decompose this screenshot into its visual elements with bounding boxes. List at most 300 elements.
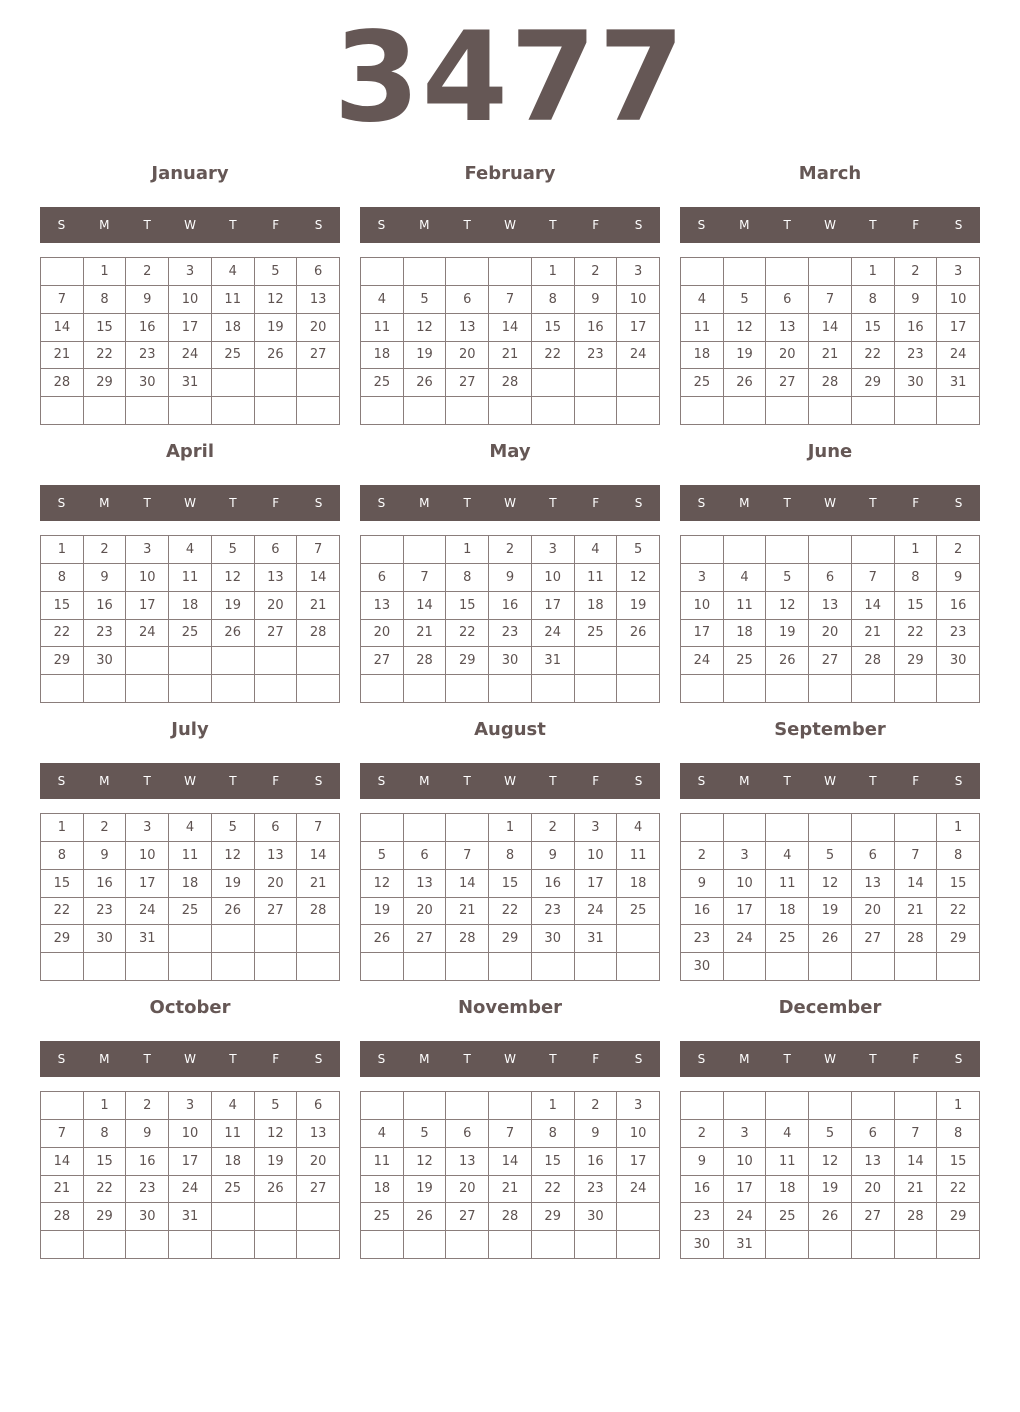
weekday-label: S [314, 218, 323, 232]
day-cell: 16 [681, 1176, 724, 1204]
day-cell: 16 [532, 870, 575, 898]
empty-cell [724, 953, 767, 981]
day-cell: 23 [84, 898, 127, 926]
weekday-label: F [272, 218, 280, 232]
day-cell: 4 [212, 258, 255, 286]
day-cell: 25 [212, 1176, 255, 1204]
day-cell: 16 [126, 1148, 169, 1176]
empty-cell [766, 536, 809, 564]
empty-cell [297, 1231, 340, 1259]
weekday-header [40, 763, 340, 799]
empty-cell [404, 675, 447, 703]
day-cell: 13 [446, 1148, 489, 1176]
day-cell: 3 [575, 814, 618, 842]
day-cell: 6 [852, 1120, 895, 1148]
weekday-label: W [824, 218, 836, 232]
day-cell: 19 [404, 1176, 447, 1204]
day-cell: 6 [446, 286, 489, 314]
empty-cell [724, 675, 767, 703]
empty-cell [84, 397, 127, 425]
day-grid [680, 1091, 980, 1259]
day-cell: 10 [126, 564, 169, 592]
day-cell: 7 [297, 536, 340, 564]
day-cell: 5 [809, 1120, 852, 1148]
weekday-label: W [824, 1052, 836, 1066]
day-cell: 5 [361, 842, 404, 870]
weekday-label: W [504, 774, 516, 788]
empty-cell [766, 953, 809, 981]
day-cell: 21 [297, 592, 340, 620]
empty-cell [766, 258, 809, 286]
day-cell: 7 [446, 842, 489, 870]
month-december [680, 994, 980, 1259]
day-cell: 29 [937, 925, 980, 953]
weekday-label: S [634, 496, 643, 510]
day-cell: 15 [937, 870, 980, 898]
empty-cell [852, 675, 895, 703]
weekday-label: S [377, 496, 386, 510]
day-cell: 26 [361, 925, 404, 953]
empty-cell [169, 1231, 212, 1259]
day-cell: 7 [297, 814, 340, 842]
day-cell: 25 [212, 342, 255, 370]
day-cell: 4 [361, 1120, 404, 1148]
empty-cell [852, 814, 895, 842]
empty-cell [895, 397, 938, 425]
day-cell: 27 [446, 1203, 489, 1231]
empty-cell [489, 953, 532, 981]
day-cell: 29 [895, 647, 938, 675]
day-cell: 28 [852, 647, 895, 675]
day-grid [360, 257, 660, 425]
day-cell: 23 [681, 1203, 724, 1231]
day-cell: 22 [41, 620, 84, 648]
empty-cell [937, 1231, 980, 1259]
day-cell: 15 [84, 1148, 127, 1176]
weekday-label: S [314, 774, 323, 788]
weekday-label: W [504, 496, 516, 510]
day-cell: 18 [575, 592, 618, 620]
day-cell: 12 [361, 870, 404, 898]
day-cell: 1 [532, 258, 575, 286]
empty-cell [126, 397, 169, 425]
day-cell: 23 [126, 342, 169, 370]
weekday-label: F [592, 1052, 600, 1066]
day-cell: 24 [169, 342, 212, 370]
weekday-label: F [272, 1052, 280, 1066]
day-cell: 1 [937, 814, 980, 842]
day-cell: 27 [297, 1176, 340, 1204]
day-cell: 4 [361, 286, 404, 314]
day-cell: 26 [809, 925, 852, 953]
day-cell: 9 [895, 286, 938, 314]
day-cell: 24 [126, 620, 169, 648]
weekday-label: T [229, 496, 237, 510]
day-cell: 12 [212, 842, 255, 870]
empty-cell [681, 258, 724, 286]
empty-cell [212, 675, 255, 703]
day-cell: 13 [852, 1148, 895, 1176]
day-grid [40, 1091, 340, 1259]
day-cell: 1 [84, 1092, 127, 1120]
weekday-label: T [463, 1052, 471, 1066]
day-cell: 17 [724, 898, 767, 926]
day-cell: 9 [126, 1120, 169, 1148]
day-cell: 17 [617, 1148, 660, 1176]
day-cell: 24 [169, 1176, 212, 1204]
day-cell: 11 [617, 842, 660, 870]
day-cell: 15 [937, 1148, 980, 1176]
day-cell: 2 [575, 1092, 618, 1120]
empty-cell [212, 397, 255, 425]
empty-cell [575, 953, 618, 981]
empty-cell [297, 953, 340, 981]
empty-cell [41, 1092, 84, 1120]
day-cell: 6 [255, 536, 298, 564]
weekday-label: S [634, 774, 643, 788]
day-cell: 4 [169, 536, 212, 564]
day-cell: 30 [532, 925, 575, 953]
day-cell: 7 [895, 1120, 938, 1148]
day-grid [40, 535, 340, 703]
day-cell: 28 [41, 369, 84, 397]
day-cell: 18 [169, 870, 212, 898]
day-cell: 13 [297, 1120, 340, 1148]
empty-cell [446, 397, 489, 425]
weekday-header [360, 207, 660, 243]
day-cell: 16 [937, 592, 980, 620]
day-cell: 28 [489, 1203, 532, 1231]
empty-cell [297, 369, 340, 397]
weekday-label: S [57, 1052, 66, 1066]
weekday-label: S [377, 218, 386, 232]
day-cell: 30 [126, 1203, 169, 1231]
weekday-label: T [143, 218, 151, 232]
day-cell: 24 [532, 620, 575, 648]
day-cell: 9 [575, 286, 618, 314]
weekday-label: T [869, 774, 877, 788]
empty-cell [126, 953, 169, 981]
empty-cell [255, 647, 298, 675]
day-cell: 16 [575, 1148, 618, 1176]
weekday-label: M [99, 1052, 110, 1066]
weekday-label: F [272, 496, 280, 510]
day-cell: 27 [255, 898, 298, 926]
weekday-label: T [143, 496, 151, 510]
day-cell: 20 [404, 898, 447, 926]
day-cell: 4 [724, 564, 767, 592]
weekday-label: F [912, 218, 920, 232]
empty-cell [575, 397, 618, 425]
empty-cell [255, 1231, 298, 1259]
day-cell: 11 [361, 1148, 404, 1176]
day-cell: 18 [724, 620, 767, 648]
day-cell: 21 [489, 1176, 532, 1204]
month-august [360, 716, 660, 981]
day-cell: 31 [575, 925, 618, 953]
day-cell: 17 [937, 314, 980, 342]
empty-cell [84, 1231, 127, 1259]
day-cell: 31 [126, 925, 169, 953]
day-cell: 9 [681, 870, 724, 898]
day-cell: 13 [255, 842, 298, 870]
day-cell: 24 [617, 1176, 660, 1204]
weekday-label: S [377, 1052, 386, 1066]
weekday-label: T [549, 496, 557, 510]
day-cell: 19 [212, 870, 255, 898]
empty-cell [575, 675, 618, 703]
day-cell: 10 [937, 286, 980, 314]
day-cell: 22 [446, 620, 489, 648]
empty-cell [446, 1092, 489, 1120]
day-cell: 5 [212, 536, 255, 564]
day-cell: 17 [126, 870, 169, 898]
day-cell: 16 [575, 314, 618, 342]
empty-cell [169, 397, 212, 425]
day-cell: 22 [41, 898, 84, 926]
day-cell: 25 [766, 1203, 809, 1231]
day-cell: 10 [617, 286, 660, 314]
empty-cell [446, 1231, 489, 1259]
weekday-label: M [99, 496, 110, 510]
month-name: April [165, 441, 215, 462]
day-grid [680, 535, 980, 703]
weekday-label: T [869, 1052, 877, 1066]
day-cell: 3 [724, 842, 767, 870]
day-cell: 11 [169, 564, 212, 592]
empty-cell [404, 814, 447, 842]
empty-cell [361, 258, 404, 286]
empty-cell [852, 953, 895, 981]
day-cell: 18 [361, 1176, 404, 1204]
day-cell: 26 [766, 647, 809, 675]
day-cell: 8 [895, 564, 938, 592]
day-cell: 29 [937, 1203, 980, 1231]
empty-cell [446, 953, 489, 981]
day-cell: 24 [126, 898, 169, 926]
day-cell: 3 [617, 1092, 660, 1120]
day-cell: 9 [575, 1120, 618, 1148]
day-cell: 2 [126, 258, 169, 286]
empty-cell [404, 258, 447, 286]
day-cell: 13 [297, 286, 340, 314]
day-cell: 6 [361, 564, 404, 592]
empty-cell [766, 1231, 809, 1259]
empty-cell [169, 675, 212, 703]
day-cell: 22 [532, 1176, 575, 1204]
day-cell: 5 [617, 536, 660, 564]
weekday-label: S [697, 218, 706, 232]
weekday-header [680, 485, 980, 521]
empty-cell [212, 647, 255, 675]
day-cell: 3 [681, 564, 724, 592]
weekday-label: W [184, 218, 196, 232]
day-cell: 28 [809, 369, 852, 397]
day-cell: 14 [41, 1148, 84, 1176]
day-cell: 15 [895, 592, 938, 620]
day-cell: 28 [489, 369, 532, 397]
empty-cell [617, 647, 660, 675]
day-cell: 10 [169, 286, 212, 314]
day-cell: 12 [404, 1148, 447, 1176]
day-cell: 12 [255, 1120, 298, 1148]
empty-cell [617, 925, 660, 953]
day-cell: 7 [404, 564, 447, 592]
weekday-label: T [229, 1052, 237, 1066]
weekday-label: T [783, 1052, 791, 1066]
day-cell: 5 [724, 286, 767, 314]
day-cell: 10 [724, 870, 767, 898]
day-cell: 22 [852, 342, 895, 370]
day-cell: 1 [852, 258, 895, 286]
day-cell: 1 [532, 1092, 575, 1120]
empty-cell [532, 953, 575, 981]
weekday-label: M [739, 1052, 750, 1066]
day-cell: 11 [766, 1148, 809, 1176]
weekday-header [680, 207, 980, 243]
empty-cell [617, 369, 660, 397]
empty-cell [766, 397, 809, 425]
empty-cell [617, 397, 660, 425]
weekday-label: M [99, 774, 110, 788]
day-cell: 21 [809, 342, 852, 370]
empty-cell [895, 675, 938, 703]
empty-cell [126, 647, 169, 675]
day-cell: 28 [41, 1203, 84, 1231]
day-cell: 27 [255, 620, 298, 648]
empty-cell [852, 1092, 895, 1120]
day-cell: 7 [852, 564, 895, 592]
weekday-label: S [697, 774, 706, 788]
day-cell: 9 [84, 564, 127, 592]
day-cell: 24 [937, 342, 980, 370]
empty-cell [404, 1092, 447, 1120]
day-cell: 27 [809, 647, 852, 675]
weekday-label: T [229, 218, 237, 232]
empty-cell [489, 397, 532, 425]
weekday-label: S [954, 496, 963, 510]
day-cell: 12 [809, 870, 852, 898]
day-cell: 23 [532, 898, 575, 926]
day-cell: 13 [361, 592, 404, 620]
empty-cell [809, 675, 852, 703]
empty-cell [212, 1231, 255, 1259]
weekday-label: W [824, 774, 836, 788]
day-cell: 13 [404, 870, 447, 898]
weekday-label: M [419, 218, 430, 232]
month-may [360, 438, 660, 703]
day-cell: 15 [532, 314, 575, 342]
empty-cell [852, 536, 895, 564]
day-cell: 26 [404, 1203, 447, 1231]
day-grid [360, 535, 660, 703]
day-cell: 11 [766, 870, 809, 898]
month-november [360, 994, 660, 1259]
day-cell: 1 [84, 258, 127, 286]
day-cell: 14 [895, 870, 938, 898]
day-cell: 11 [212, 1120, 255, 1148]
day-cell: 27 [297, 342, 340, 370]
day-cell: 4 [681, 286, 724, 314]
empty-cell [937, 397, 980, 425]
day-cell: 21 [852, 620, 895, 648]
day-cell: 23 [84, 620, 127, 648]
day-cell: 12 [766, 592, 809, 620]
empty-cell [404, 953, 447, 981]
day-cell: 27 [361, 647, 404, 675]
empty-cell [212, 925, 255, 953]
weekday-label: T [229, 774, 237, 788]
empty-cell [575, 369, 618, 397]
empty-cell [84, 953, 127, 981]
day-cell: 29 [446, 647, 489, 675]
day-cell: 29 [84, 369, 127, 397]
weekday-label: W [184, 1052, 196, 1066]
day-cell: 11 [724, 592, 767, 620]
day-cell: 7 [809, 286, 852, 314]
weekday-label: S [57, 774, 66, 788]
day-cell: 27 [852, 925, 895, 953]
empty-cell [575, 647, 618, 675]
empty-cell [809, 814, 852, 842]
empty-cell [895, 1092, 938, 1120]
day-cell: 14 [852, 592, 895, 620]
day-cell: 8 [84, 286, 127, 314]
day-cell: 18 [169, 592, 212, 620]
day-cell: 5 [809, 842, 852, 870]
weekday-label: F [592, 774, 600, 788]
month-name: July [171, 719, 209, 740]
weekday-label: M [739, 774, 750, 788]
day-cell: 23 [575, 1176, 618, 1204]
day-cell: 19 [212, 592, 255, 620]
month-name: September [774, 719, 886, 740]
day-cell: 14 [297, 842, 340, 870]
weekday-label: S [377, 774, 386, 788]
day-cell: 14 [446, 870, 489, 898]
day-cell: 18 [361, 342, 404, 370]
month-name: January [151, 163, 229, 184]
day-cell: 8 [937, 842, 980, 870]
day-cell: 24 [575, 898, 618, 926]
day-cell: 24 [724, 1203, 767, 1231]
empty-cell [852, 397, 895, 425]
day-cell: 8 [532, 1120, 575, 1148]
day-cell: 23 [937, 620, 980, 648]
day-grid [40, 257, 340, 425]
empty-cell [766, 675, 809, 703]
day-cell: 26 [809, 1203, 852, 1231]
day-cell: 21 [41, 1176, 84, 1204]
weekday-label: T [869, 218, 877, 232]
weekday-header [680, 763, 980, 799]
day-cell: 12 [724, 314, 767, 342]
day-cell: 12 [212, 564, 255, 592]
day-cell: 10 [681, 592, 724, 620]
empty-cell [681, 675, 724, 703]
empty-cell [617, 953, 660, 981]
weekday-header [360, 763, 660, 799]
empty-cell [532, 369, 575, 397]
day-cell: 9 [489, 564, 532, 592]
empty-cell [361, 675, 404, 703]
day-cell: 14 [809, 314, 852, 342]
empty-cell [724, 536, 767, 564]
day-cell: 6 [852, 842, 895, 870]
day-cell: 30 [126, 369, 169, 397]
empty-cell [895, 953, 938, 981]
day-cell: 11 [169, 842, 212, 870]
